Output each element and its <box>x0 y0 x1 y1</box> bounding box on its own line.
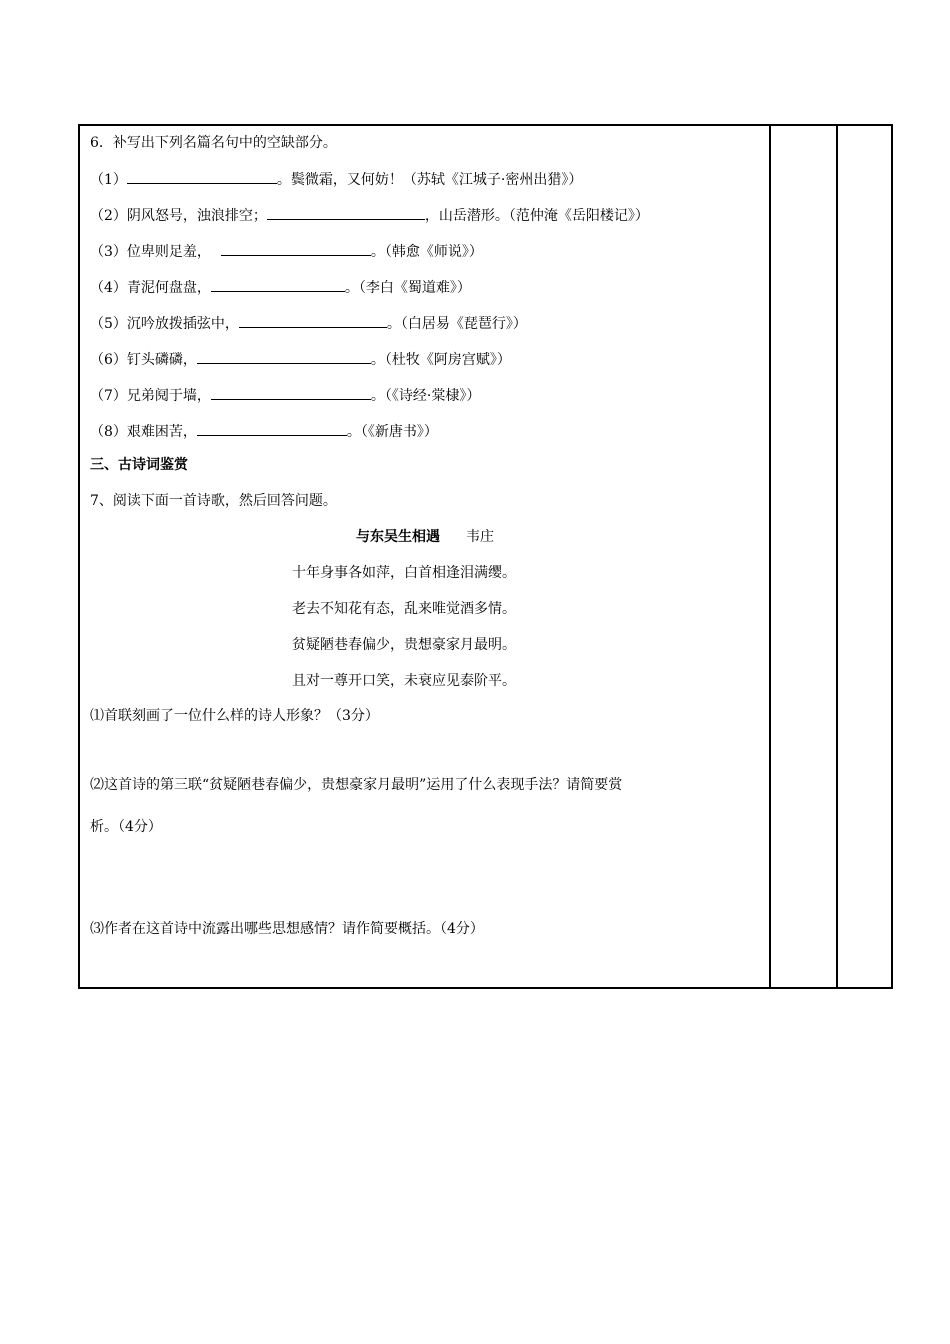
sub-question-3: ⑶作者在这首诗中流露出哪些思想感情？请作简要概括。（4分） <box>90 921 484 937</box>
sub-question-2-cont: 析。（4分） <box>90 819 162 835</box>
q6-item-2: （2）阴风怒号，浊浪排空； ，山岳潜形。（范仲淹《岳阳楼记》） <box>90 205 649 225</box>
column-divider <box>836 126 838 987</box>
answer-blank[interactable] <box>197 349 371 364</box>
section-heading: 三、古诗词鉴赏 <box>90 457 188 473</box>
poem-author: 韦庄 <box>466 529 494 545</box>
question-cell <box>80 126 770 987</box>
answer-blank[interactable] <box>211 385 371 400</box>
answer-blank[interactable] <box>197 421 347 436</box>
poem-header <box>80 528 770 546</box>
q6-item-1: （1） 。鬓微霜，又何妨！（苏轼《江城子·密州出猎》） <box>90 169 582 189</box>
answer-blank[interactable] <box>127 169 277 184</box>
q6-item-8: （8）艰难困苦， 。（《新唐书》） <box>90 421 438 441</box>
poem-title: 与东吴生相遇 <box>356 529 440 545</box>
q6-item-4: （4）青泥何盘盘， 。（李白《蜀道难》） <box>90 277 471 297</box>
q6-item-6: （6）钉头磷磷， 。（杜牧《阿房宫赋》） <box>90 349 511 369</box>
q6-heading: 6．补写出下列名篇名句中的空缺部分。 <box>90 135 337 151</box>
q6-item-3: （3）位卑则足羞， 。（韩愈《师说》） <box>90 241 483 261</box>
poem-line: 十年身事各如萍，白首相逢泪满缨。 <box>292 565 516 581</box>
answer-blank[interactable] <box>267 205 425 220</box>
answer-blank[interactable] <box>211 277 345 292</box>
poem-line: 贫疑陋巷春偏少，贵想豪家月最明。 <box>292 637 516 653</box>
poem-line: 且对一尊开口笑，未衰应见泰阶平。 <box>292 673 516 689</box>
sub-question-2: ⑵这首诗的第三联“贫疑陋巷春偏少，贵想豪家月最明”运用了什么表现手法？请简要赏 <box>90 777 623 793</box>
poem-line: 老去不知花有态，乱来唯觉酒多情。 <box>292 601 516 617</box>
q7-heading: 7、阅读下面一首诗歌，然后回答问题。 <box>90 493 337 509</box>
q6-item-7: （7）兄弟阋于墙， 。（《诗经·棠棣》） <box>90 385 480 405</box>
sub-question-1: ⑴首联刻画了一位什么样的诗人形象？（3分） <box>90 708 379 724</box>
answer-blank[interactable] <box>221 241 371 256</box>
question-table <box>78 124 893 989</box>
q6-item-5: （5）沉吟放拨插弦中， 。（白居易《琵琶行》） <box>90 313 527 333</box>
answer-blank[interactable] <box>239 313 387 328</box>
